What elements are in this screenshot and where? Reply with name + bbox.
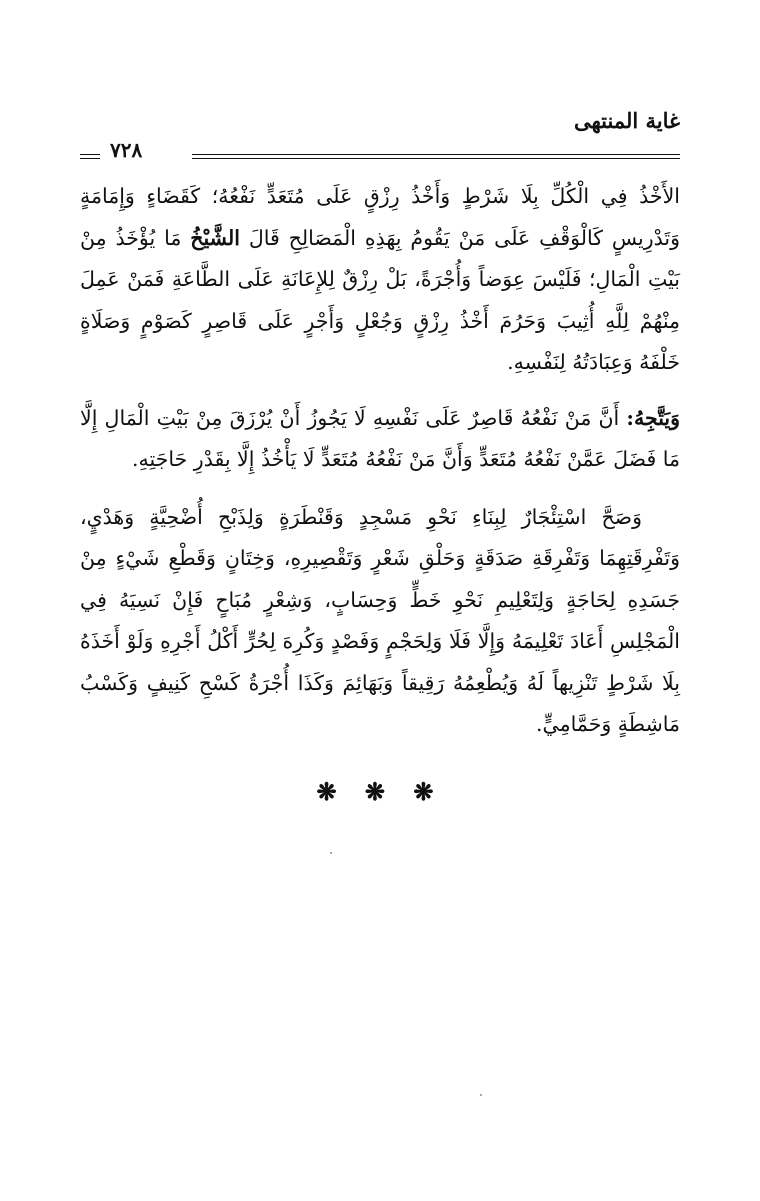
page-number: ٧٢٨ — [104, 138, 148, 162]
paragraph-1-text-a: الأَخْذُ فِي الْكُلِّ بِلَا شَرْطٍ وَأَخْذُ رِزْقٍ عَلَى مُتَعَدٍّ نَفْعُهُ؛ كَقَضَاءٍ وَإِمَامَةٍ وَتَدْرِيسٍ كَالْوَقْفِ عَلَى مَنْ يَقُومُ بِهَذِهِ الْمَصَالِحِ قَالَ — [80, 184, 680, 250]
term-shaykh: الشَّيْخُ — [190, 225, 240, 250]
page-header — [80, 108, 680, 168]
paragraph-2 — [80, 398, 680, 481]
header-rule-line — [192, 158, 680, 159]
body-text — [80, 176, 680, 746]
running-title: غاية المنتهى — [573, 108, 680, 133]
print-speck — [330, 852, 332, 854]
section-separator: ❋ ❋ ❋ — [316, 777, 444, 806]
print-speck — [480, 1094, 482, 1096]
paragraph-3-text: وَصَحَّ اسْتِئْجَارٌ لِبِنَاءِ نَحْوِ مَسْجِدٍ وَقَنْطَرَةٍ وَلِذَبْحِ أُضْحِيَّةٍ وَهَدْيٍ، وَتَفْرِقَتِهِمَا وَتَفْرِقَةِ صَدَقَةٍ وَحَلْقِ شَعْرٍ وَتَقْصِيرِهِ، وَخِتَانٍ وَقَطْعِ شَيْءٍ مِنْ جَسَدِهِ لِحَاجَةٍ وَلِتَعْلِيمِ نَحْوِ خَطٍّ وَحِسَابٍ، وَشِعْرٍ مُبَاحٍ فَإِنْ نَسِيَهُ فِي الْمَجْلِسِ أَعَادَ تَعْلِيمَهُ وَإِلَّا فَلَا وَلِحَجْمٍ وَفَصْدٍ وَكُرِهَ لِحُرٍّ أَكْلُ أَجْرِهِ وَلَوْ أَخَذَهُ بِلَا شَرْطٍ تَنْزِيهاً لَهُ وَيُطْعِمُهُ رَقِيقاً وَبَهَائِمَ وَكَذَا أُجْرَةُ كَسْحِ كَنِيفٍ وَكَسْبُ مَاشِطَةٍ وَحَمَّامِيٍّ. — [80, 504, 680, 736]
header-rule-line — [80, 158, 100, 159]
header-rule-line — [192, 154, 680, 155]
header-rule-line — [80, 154, 100, 155]
paragraph-3 — [80, 497, 680, 746]
paragraph-1 — [80, 176, 680, 384]
paragraph-2-text: أَنَّ مَنْ نَفْعُهُ قَاصِرٌ عَلَى نَفْسِهِ لَا يَجُوزُ أَنْ يُرْزَقَ مِنْ بَيْتِ الْمَالِ إِلَّا مَا فَضَلَ عَمَّنْ نَفْعُهُ مُتَعَدٍّ وَأَنَّ مَنْ نَفْعُهُ مُتَعَدٍّ لَا يَأْخُذُ إِلَّا بِقَدْرِ حَاجَتِهِ. — [80, 405, 680, 471]
paragraph-1-text-b: مَا يُؤْخَذُ مِنْ بَيْتِ الْمَالِ؛ فَلَيْسَ عِوَضاً وَأُجْرَةً، بَلْ رِزْقٌ لِلإِعَانَةِ عَلَى الطَّاعَةِ فَمَنْ عَمِلَ مِنْهُمْ لِلَّهِ أُثِيبَ وَحَرُمَ أَخْذُ رِزْقٍ وَجُعْلٍ وَأَجْرٍ عَلَى قَاصِرٍ كَصَوْمٍ وَصَلَاةٍ خَلْفَهُ وَعِبَادَتُهُ لِنَفْسِهِ. — [80, 225, 680, 374]
paragraph-2-lead: وَيَتَّجِهُ: — [626, 405, 680, 430]
